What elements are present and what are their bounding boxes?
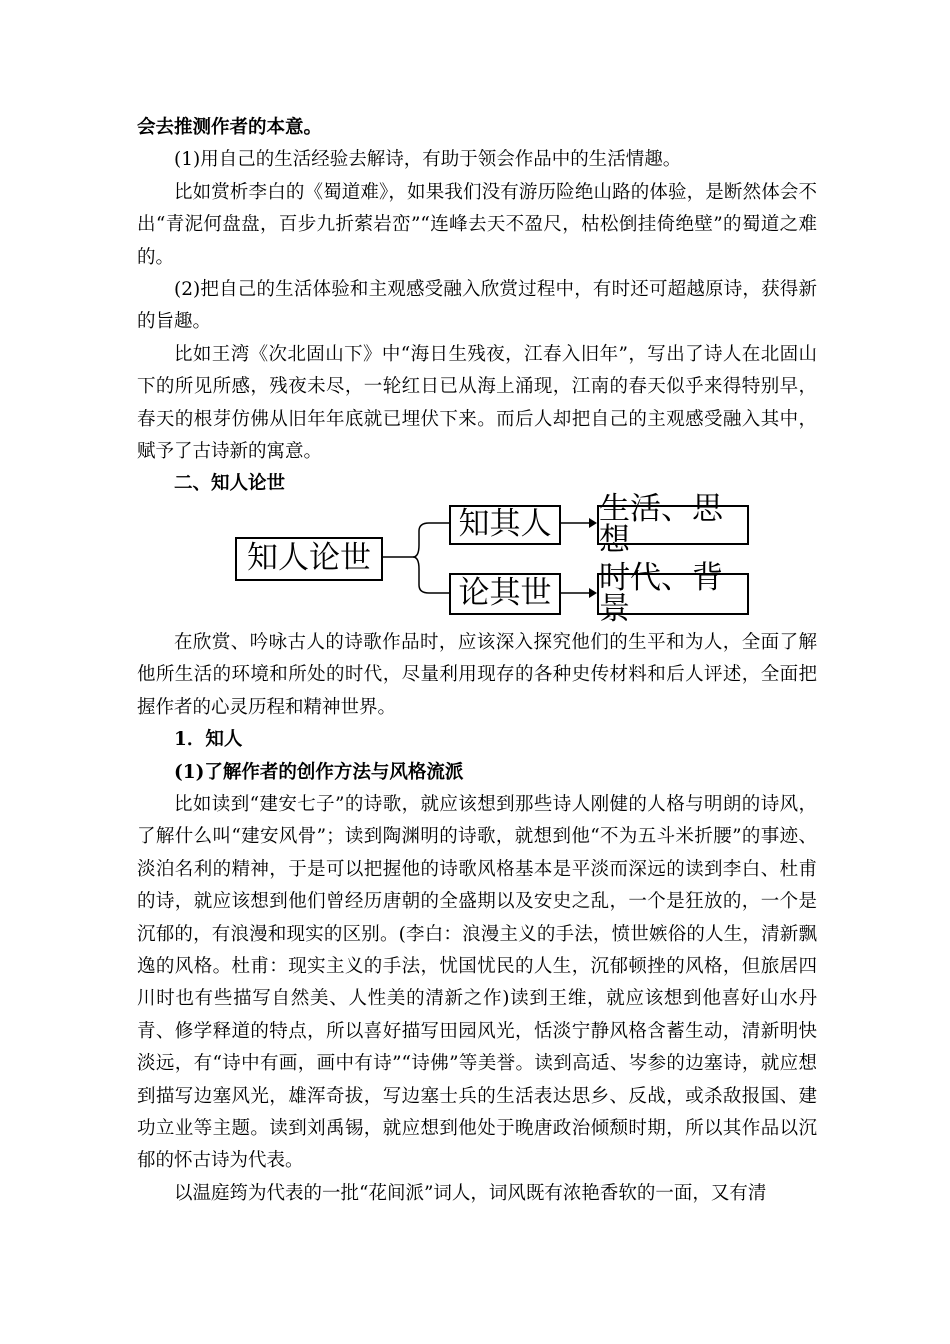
branch-top-box: 知其人 [449,505,561,545]
leaf-top-box: 生活、思想 [597,505,749,545]
root-box: 知人论世 [235,537,383,581]
connector-upper-branch [413,523,449,557]
paragraph-7: 以温庭筠为代表的一批“花间派”词人，词风既有浓艳香软的一面，又有清 [174,1182,767,1204]
document-page [137,112,817,1210]
leaf-bottom-box: 时代、背景 [597,573,749,615]
paragraph-6: 比如读到“建安七子”的诗歌，就应该想到那些诗人刚健的人格与明朗的诗风，了解什么叫“建安风骨”；读到陶渊明的诗歌，就想到他“不为五斗米折腰”的事迹、淡泊名利的精神，于是可以把握他的诗歌风格基本是平淡而深远的读到李白、杜甫的诗，就应该想到他们曾经历唐朝的全盛期以及安史之乱，一个是狂放的，一个是沉郁的，有浪漫和现实的区别。(李白：浪漫主义的手法，愤世嫉俗的人生，清新飘逸的风格。杜甫：现实主义的手法，忧国忧民的人生，沉郁顿挫的风格，但旅居四川时也有些描写自然美、人性美的清新之作)读到王维，就应该想到他喜好山水丹青、修学释道的特点，所以喜好描写田园风光，恬淡宁静风格含蓄生动，清新明快淡远，有“诗中有画，画中有诗”“诗佛”等美誉。读到高适、岑参的边塞诗，就应想到描写边塞风光，雄浑奇拔，写边塞士兵的生活表达思乡、反战，或杀敌报国、建功立业等主题。读到刘禹锡，就应想到他处于晚唐政治倾颓时期，所以其作品以沉郁的怀古诗为代表。 [137,793,817,1172]
paragraph-4: 比如王湾《次北固山下》中“海日生残夜，江春入旧年”，写出了诗人在北固山下的所见所感，残夜未尽，一轮红日已从海上涌现，江南的春天似乎来得特别早，春天的根芽仿佛从旧年年底就已埋伏下来。而后人却把自己的主观感受融入其中，赋予了古诗新的寓意。 [137,343,817,463]
zhiren-lunshi-diagram [137,490,817,627]
arrow-top-head [589,518,597,528]
paragraph-0: 会去推测作者的本意。 [137,117,323,138]
paragraph-3: (2)把自己的生活体验和主观感受融入欣赏过程中，有时还可超越原诗，获得新的旨趣。 [137,279,817,333]
branch-bottom-box: 论其世 [449,573,561,615]
subheading-zhiren: 1．知人 [174,729,243,751]
connector-lower-branch [413,557,449,593]
section-heading-2: 二、知人论世 [174,473,286,495]
paragraph-2: 比如赏析李白的《蜀道难》，如果我们没有游历险绝山路的体验，是断然体会不出“青泥何盘盘，百步九折萦岩峦”“连峰去天不盈尺，枯松倒挂倚绝壁”的蜀道之难的。 [137,181,817,268]
arrow-bottom-head [589,588,597,598]
subheading-chuangzuo: (1)了解作者的创作方法与风格流派 [174,761,464,783]
paragraph-1: (1)用自己的生活经验去解诗，有助于领会作品中的生活情趣。 [174,149,682,171]
paragraph-5: 在欣赏、吟咏古人的诗歌作品时，应该深入探究他们的生平和为人，全面了解他所生活的环境和所处的时代，尽量利用现存的各种史传材料和后人评述，全面把握作者的心灵历程和精神世界。 [137,631,817,718]
